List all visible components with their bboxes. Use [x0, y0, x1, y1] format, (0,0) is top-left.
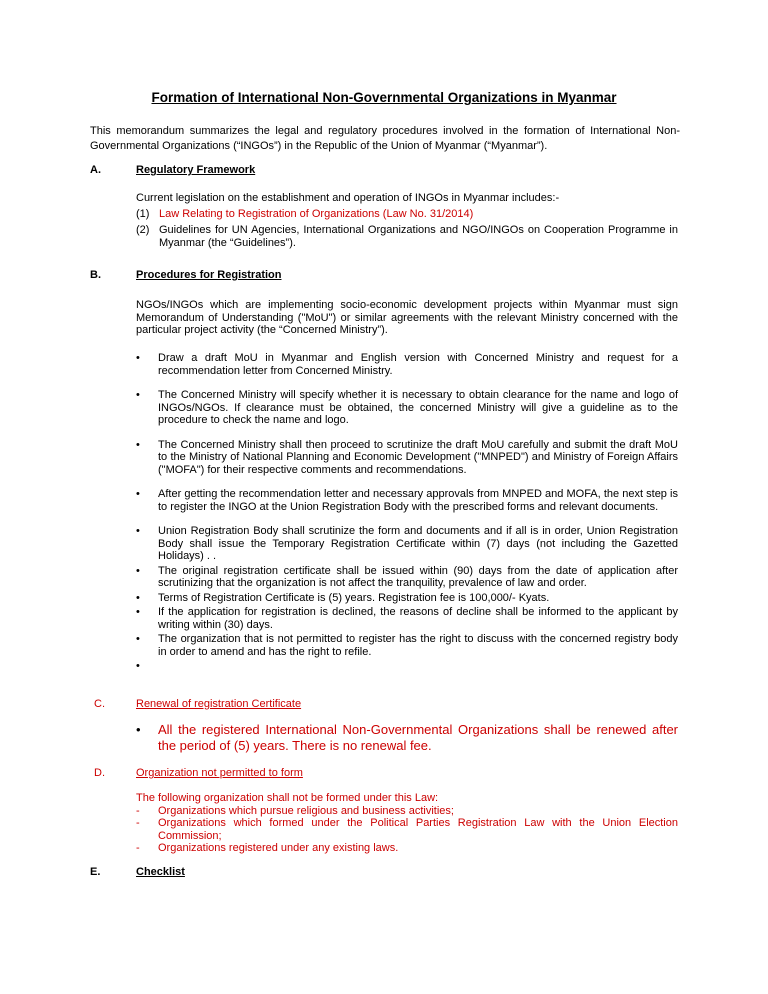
section-a-letter: A.: [90, 164, 101, 176]
section-a-item-1-text: Law Relating to Registration of Organizations (Law No. 31/2014): [159, 208, 474, 220]
list-item: • The Concerned Ministry shall then proceed to scrutinize the draft MoU carefully and submit the draft MoU to the Ministry of National Planning and Economic Development ("MNPED") and Ministry of Foreign Affairs ("MOFA") for their respective comments and recommendations.: [136, 438, 678, 476]
list-item: • All the registered International Non-Governmental Organizations shall be renewed after the period of (5) years. There is no renewal fee.: [136, 722, 678, 753]
section-a-heading: Regulatory Framework: [136, 164, 256, 176]
section-e-letter: E.: [90, 866, 101, 878]
section-a-body: [136, 192, 678, 250]
section-c-bullets: [136, 722, 678, 754]
section-d-heading: Organization not permitted to form: [136, 767, 303, 779]
bullet-icon: •: [136, 606, 140, 618]
intro-paragraph: This memorandum summarizes the legal and regulatory procedures involved in the formation of International Non-Governmental Organizations (“INGOs”) in the Republic of the Union of Myanmar (“Myanmar”).: [90, 125, 680, 152]
section-e-heading: Checklist: [136, 866, 185, 878]
section-d-body: [136, 792, 678, 855]
list-item: - Organizations which pursue religious and business activities;: [136, 804, 454, 817]
bullet-icon: •: [136, 564, 140, 577]
list-item: • If the application for registration is declined, the reasons of decline shall be informed to the applicant by writing within (30) days.: [136, 606, 678, 631]
document-title: Formation of International Non-Governmental Organizations in Myanmar: [151, 90, 617, 105]
section-d-lead: The following organization shall not be formed under this Law:: [136, 792, 439, 804]
list-item: • Union Registration Body shall scrutinize the form and documents and if all is in order, Union Registration Body shall issue the Temporary Registration Certificate within (7) days (not including the Gazetted Holidays) . .: [136, 525, 678, 562]
bullet-icon: •: [136, 438, 140, 451]
bullet-icon: •: [136, 660, 140, 672]
section-b-letter: B.: [90, 269, 101, 281]
section-d-letter: D.: [94, 767, 105, 779]
section-b-heading: Procedures for Registration: [136, 269, 282, 281]
list-item: • Terms of Registration Certificate is (5) years. Registration fee is 100,000/- Kyats.: [136, 591, 550, 604]
section-a-item-2-num: (2): [136, 224, 150, 236]
bullet-icon: •: [136, 352, 140, 364]
list-item: - Organizations which formed under the Political Parties Registration Law with the Union Election Commission;: [136, 817, 678, 842]
section-b-lead: NGOs/INGOs which are implementing socio-economic development projects within Myanmar must sign Memorandum of Understanding ("MoU") or similar agreements with the relevant Ministry concerned with the particular project activity (the “Concerned Ministry”).: [136, 299, 678, 336]
bullet-icon: •: [136, 389, 140, 401]
section-c-letter: C.: [94, 698, 105, 710]
bullet-icon: •: [136, 488, 140, 500]
section-a-item-2-text: Guidelines for UN Agencies, International Organizations and NGO/INGOs on Cooperation Programme in Myanmar (the “Guidelines”).: [159, 224, 678, 249]
list-item: • Draw a draft MoU in Myanmar and English version with Concerned Ministry and request for a recommendation letter from Concerned Ministry.: [136, 352, 678, 377]
list-item: • The original registration certificate shall be issued within (90) days from the date of application after scrutinizing that the organization is not affect the tranquility, prevalence of law and order.: [136, 564, 678, 589]
section-a-item-1-num: (1): [136, 208, 150, 220]
bullet-icon: •: [136, 722, 141, 737]
section-a-lead: Current legislation on the establishment and operation of INGOs in Myanmar includes:-: [136, 192, 560, 204]
section-c-heading: Renewal of registration Certificate: [136, 698, 302, 710]
section-a-item-1: [136, 208, 678, 221]
bullet-icon: •: [136, 633, 140, 645]
list-item-empty: [136, 660, 678, 672]
list-item: • After getting the recommendation letter and necessary approvals from MNPED and MOFA, the next step is to register the INGO at the Union Registration Body with the prescribed forms and relevant documents.: [136, 488, 678, 513]
list-item: • The organization that is not permitted to register has the right to discuss with the concerned registry body in order to amend and has the right to refile.: [136, 633, 678, 658]
section-b-bullets: [136, 352, 678, 672]
section-a-item-2: [136, 224, 678, 250]
list-item: - Organizations registered under any existing laws.: [136, 842, 399, 854]
bullet-icon: •: [136, 591, 140, 604]
list-item: • The Concerned Ministry will specify whether it is necessary to obtain clearance for the name and logo of INGOs/NGOs. If clearance must be obtained, the concerned Ministry will give a guideline as to the procedure to check the name and logo.: [136, 389, 678, 426]
bullet-icon: •: [136, 525, 140, 537]
